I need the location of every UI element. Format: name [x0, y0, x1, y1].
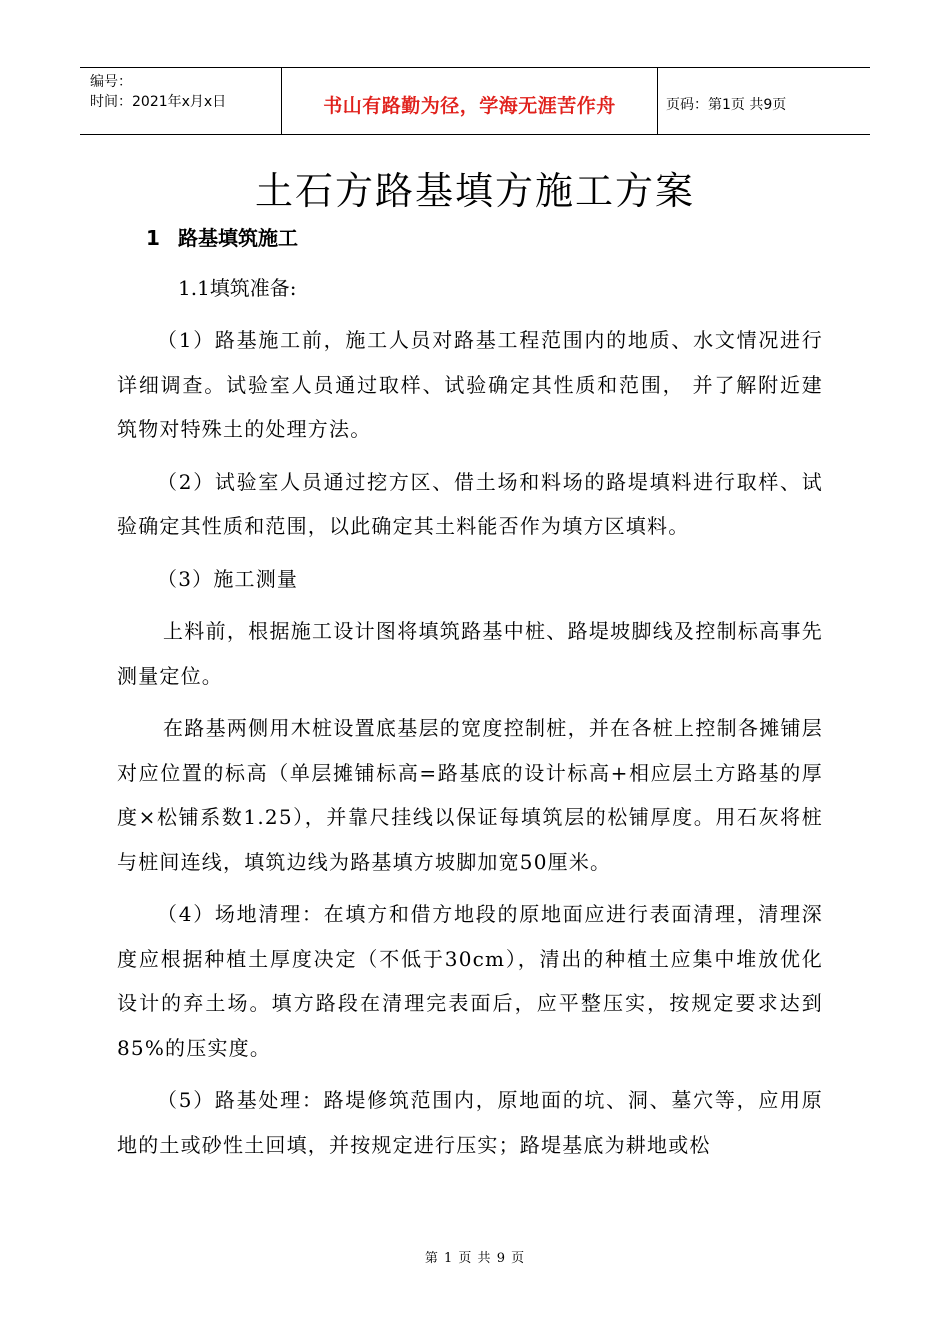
paragraph-3: （3）施工测量 [157, 566, 299, 591]
header-motto-cell [282, 68, 658, 134]
page-footer: 第 1 页 共 9 页 [424, 1251, 526, 1266]
document-title: 土石方路基填方施工方案 [254, 169, 695, 213]
header-page-info: 页码：第1页 共9页 [666, 97, 787, 113]
header-number-label: 编号： [90, 74, 132, 90]
paragraph-2: （2）试验室人员通过挖方区、借土场和料场的路堤填料进行取样、试验确定其性质和范围，以此确定其土料能否作为填方区填料。 [117, 469, 823, 538]
paragraph-7: （5）路基处理：路堤修筑范围内，原地面的坑、洞、墓穴等，应用原地的土或砂性土回填，并按规定进行压实；路堤基底为耕地或松 [117, 1088, 823, 1157]
header-date-label: 时间：2021年x月x日 [90, 94, 227, 110]
section-heading [146, 222, 298, 251]
header-motto: 书山有路勤为径，学海无涯苦作舟 [323, 94, 616, 117]
paragraph-1: （1）路基施工前，施工人员对路基工程范围内的地质、水文情况进行详细调查。试验室人员通过取样、试验确定其性质和范围， 并了解附近建筑物对特殊土的处理方法。 [117, 328, 823, 441]
section-title: 路基填筑施工 [178, 226, 298, 250]
body-content [117, 318, 823, 1175]
document-header [80, 67, 870, 135]
paragraph-6: （4）场地清理：在填方和借方地段的原地面应进行表面清理，清理深度应根据种植土厚度决定（不低于30cm），清出的种植土应集中堆放优化设计的弃土场。填方路段在清理完表面后，应平整压实，按规定要求达到85%的压实度。 [117, 902, 823, 1060]
section-number: 1 [146, 226, 160, 250]
paragraph-4: 上料前，根据施工设计图将填筑路基中桩、路堤坡脚线及控制标高事先测量定位。 [117, 619, 823, 688]
header-meta [80, 68, 282, 134]
header-page-cell [658, 68, 870, 134]
subsection-heading: 1.1填筑准备: [178, 276, 297, 300]
paragraph-5: 在路基两侧用木桩设置底基层的宽度控制桩，并在各桩上控制各摊铺层对应位置的标高（单层摊铺标高=路基底的设计标高+相应层土方路基的厚度×松铺系数1.25），并靠尺挂线以保证每填筑层的松铺厚度。用石灰将桩与桩间连线，填筑边线为路基填方坡脚加宽50厘米。 [117, 716, 823, 874]
